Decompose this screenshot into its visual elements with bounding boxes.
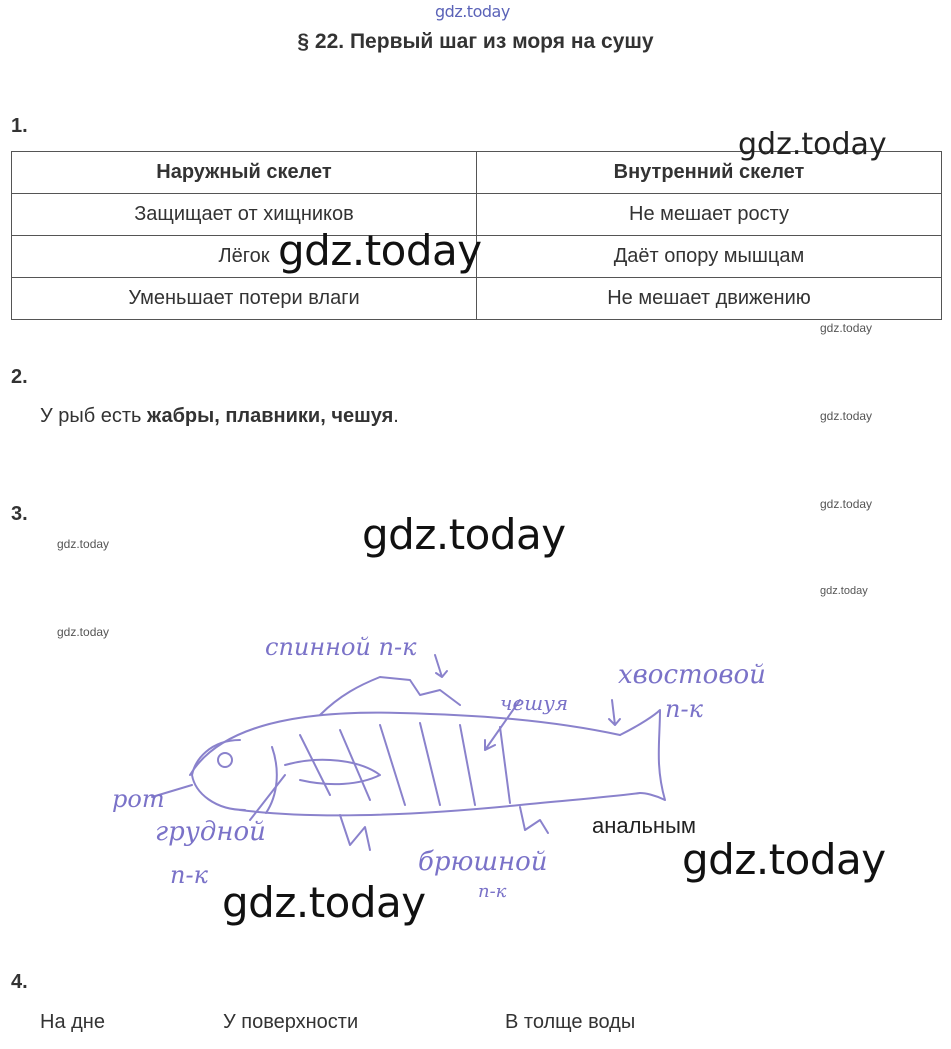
pointer-dorsal: [435, 655, 447, 677]
watermark: gdz.today: [222, 878, 426, 927]
fish-anal-fin: [520, 807, 548, 833]
table-cell: Не мешает росту: [477, 194, 942, 236]
fish-pectoral-fin: [285, 760, 380, 784]
header-external-skeleton: Наружный скелет: [12, 152, 477, 194]
fish-ventral-fin: [340, 815, 370, 850]
label-pectoral-fin-pk: п-к: [170, 861, 208, 889]
label-scales: чешуя: [500, 691, 569, 715]
option-bottom: На дне: [40, 1011, 105, 1033]
fish-tail: [620, 710, 665, 800]
option-water-column: В толще воды: [505, 1011, 636, 1033]
answer-prefix: У рыб есть: [40, 405, 148, 427]
question-3-number: 3.: [11, 503, 28, 525]
watermark: gdz.today: [820, 585, 868, 597]
label-tail-fin: хвостовой: [618, 660, 766, 690]
table-cell: Защищает от хищников: [12, 194, 477, 236]
table-row: [12, 278, 942, 320]
watermark: gdz.today: [57, 537, 110, 551]
table-cell: Даёт опору мышцам: [477, 236, 942, 278]
label-dorsal-fin: спинной п-к: [265, 633, 417, 661]
watermark: gdz.today: [682, 835, 886, 884]
watermark: gdz.today: [820, 409, 873, 423]
label-ventral-fin: брюшной: [418, 847, 548, 877]
question-2-number: 2.: [11, 366, 28, 388]
header-internal-skeleton: Внутренний скелет: [477, 152, 942, 194]
answer-suffix: .: [393, 405, 399, 427]
fish-head: [192, 740, 245, 810]
fish-gill: [266, 747, 277, 813]
question-2-answer: [40, 405, 399, 428]
page-title: § 22. Первый шаг из моря на сушу: [297, 30, 654, 53]
label-ventral-fin-pk: п-к: [478, 881, 507, 902]
watermark: gdz.today: [278, 226, 482, 275]
fish-eye: [218, 753, 232, 767]
fish-scales-hatch: [300, 723, 510, 805]
fish-body-outline: [190, 713, 620, 775]
watermark: gdz.today: [738, 127, 887, 162]
label-mouth: рот: [112, 785, 165, 813]
watermark: gdz.today: [820, 321, 873, 335]
label-tail-fin-pk: п-к: [665, 695, 703, 723]
fish-dorsal-fin: [320, 677, 460, 715]
question-1-number: 1.: [11, 115, 28, 137]
pointer-tail: [609, 700, 620, 725]
option-surface: У поверхности: [223, 1011, 359, 1033]
label-pectoral-fin: грудной: [155, 817, 266, 847]
watermark: gdz.today: [57, 625, 110, 639]
label-anal-fin: анальным: [592, 813, 697, 838]
table-cell: Уменьшает потери влаги: [12, 278, 477, 320]
answer-bold: жабры, плавники, чешуя: [147, 405, 394, 427]
table-cell: Лёгок: [12, 236, 477, 278]
watermark: gdz.today: [362, 510, 566, 559]
watermark-top: gdz.today: [435, 2, 510, 21]
watermark: gdz.today: [820, 497, 873, 511]
question-4-number: 4.: [11, 971, 28, 993]
table-cell: Не мешает движению: [477, 278, 942, 320]
